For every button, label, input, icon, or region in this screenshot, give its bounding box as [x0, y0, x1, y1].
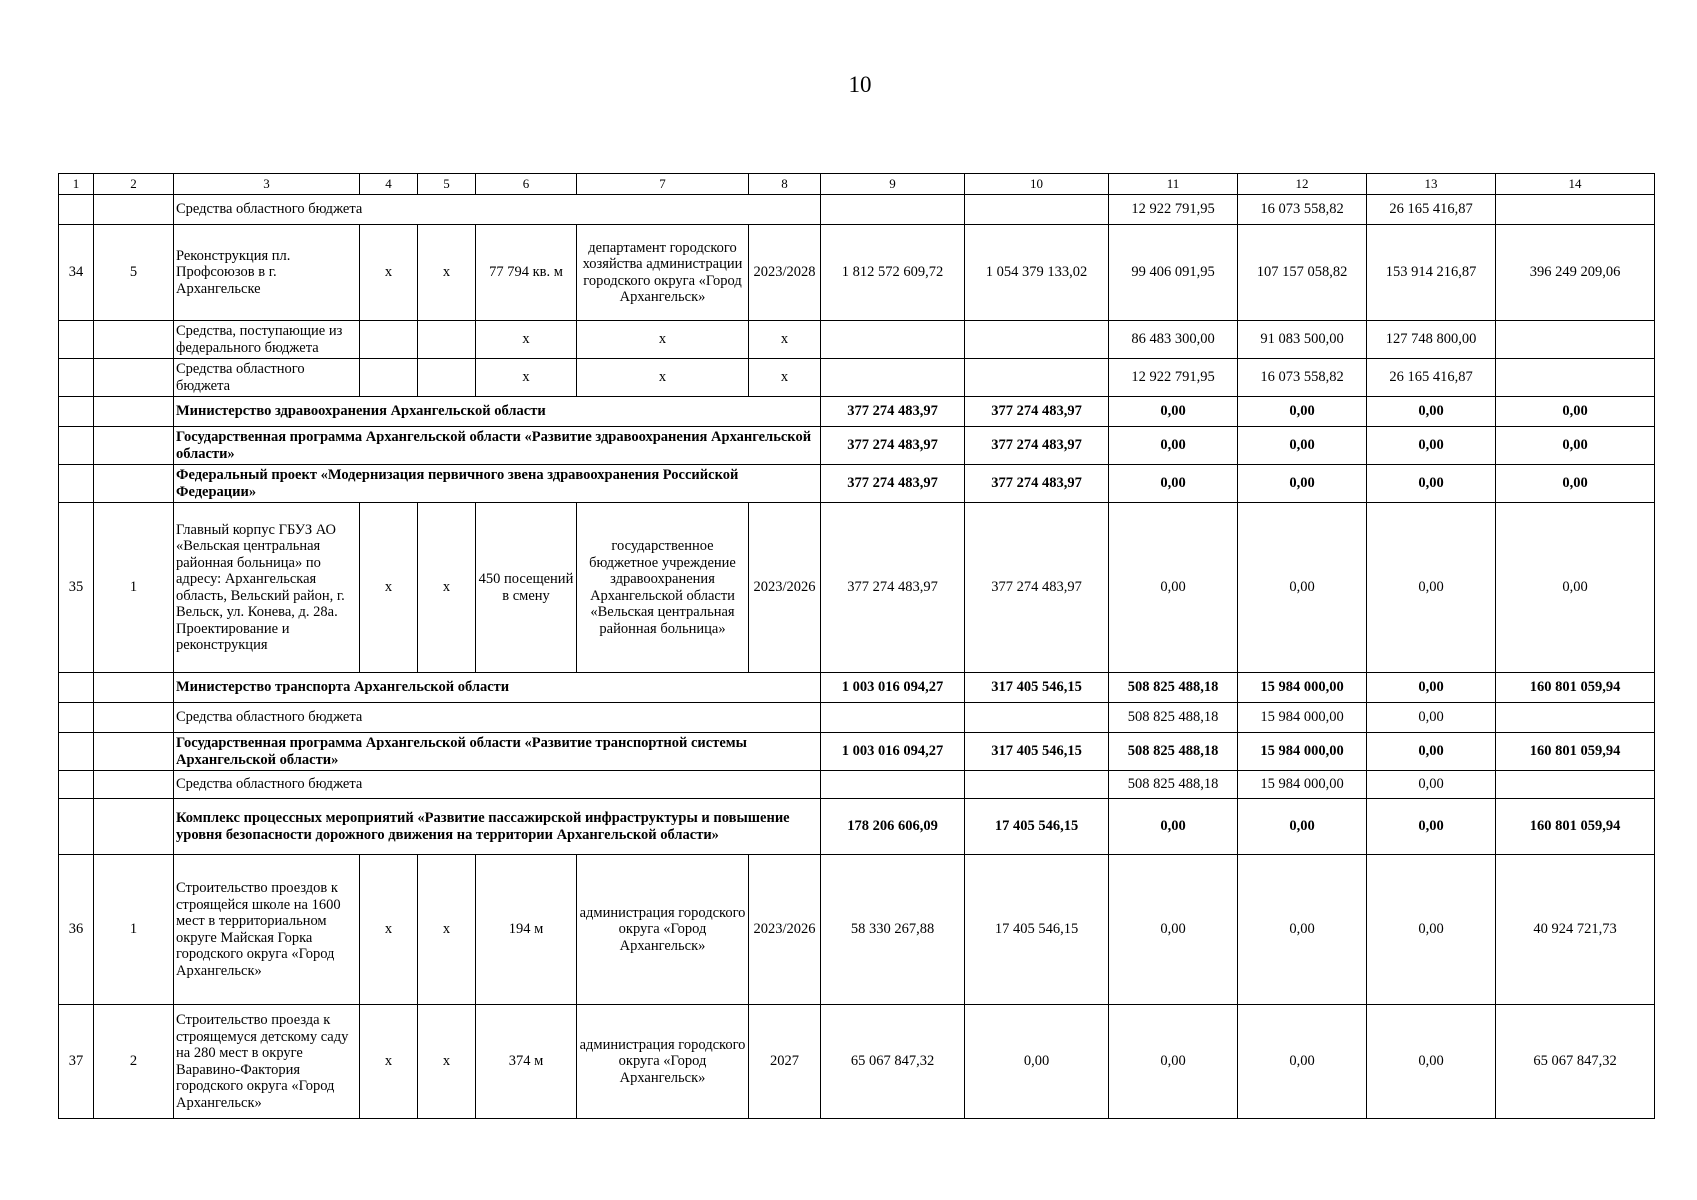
- value-cell: 377 274 483,97: [821, 427, 965, 465]
- funding-source-label: Средства областного бюджета: [174, 195, 821, 225]
- value-cell: 0,00: [1367, 503, 1496, 673]
- value-cell: 0,00: [1238, 1005, 1367, 1119]
- value-cell: 15 984 000,00: [1238, 673, 1367, 703]
- table-row: [59, 1005, 1655, 1119]
- value-cell: 0,00: [1109, 855, 1238, 1005]
- section-title: Федеральный проект «Модернизация первичного звена здравоохранения Российской Федерации»: [174, 465, 821, 503]
- value-cell: 317 405 546,15: [965, 673, 1109, 703]
- value-cell: 0,00: [1367, 673, 1496, 703]
- value-cell: 0,00: [1367, 703, 1496, 733]
- value-cell: х: [360, 855, 418, 1005]
- value-cell: 26 165 416,87: [1367, 195, 1496, 225]
- value-cell: 0,00: [1238, 855, 1367, 1005]
- value-cell: 1 003 016 094,27: [821, 733, 965, 771]
- value-cell: 160 801 059,94: [1496, 733, 1655, 771]
- value-cell: 1 812 572 609,72: [821, 225, 965, 321]
- row-number: 34: [59, 225, 94, 321]
- value-cell: 377 274 483,97: [965, 503, 1109, 673]
- col-num: 9: [821, 174, 965, 195]
- value-cell: 508 825 488,18: [1109, 673, 1238, 703]
- col-num: 7: [577, 174, 749, 195]
- value-cell: 0,00: [1496, 503, 1655, 673]
- value-cell: х: [476, 321, 577, 359]
- col-num: 1: [59, 174, 94, 195]
- value-cell: 15 984 000,00: [1238, 733, 1367, 771]
- value-cell: х: [360, 503, 418, 673]
- value-cell: х: [577, 321, 749, 359]
- section-title: Государственная программа Архангельской области «Развитие здравоохранения Архангельской области»: [174, 427, 821, 465]
- capacity: 77 794 кв. м: [476, 225, 577, 321]
- value-cell: х: [360, 1005, 418, 1119]
- value-cell: 0,00: [1109, 427, 1238, 465]
- value-cell: 0,00: [1238, 427, 1367, 465]
- table-row: [59, 195, 1655, 225]
- table-row: [59, 225, 1655, 321]
- value-cell: 40 924 721,73: [1496, 855, 1655, 1005]
- responsible-org: администрация городского округа «Город Архангельск»: [577, 855, 749, 1005]
- section-row: [59, 427, 1655, 465]
- value-cell: 377 274 483,97: [821, 503, 965, 673]
- value-cell: 0,00: [1367, 427, 1496, 465]
- value-cell: 0,00: [1367, 771, 1496, 799]
- row-number: 36: [59, 855, 94, 1005]
- value-cell: 1 003 016 094,27: [821, 673, 965, 703]
- value-cell: 0,00: [1367, 397, 1496, 427]
- value-cell: 0,00: [1367, 733, 1496, 771]
- section-row: [59, 397, 1655, 427]
- table-row: [59, 703, 1655, 733]
- value-cell: 153 914 216,87: [1367, 225, 1496, 321]
- table-row: [59, 359, 1655, 397]
- capacity: 374 м: [476, 1005, 577, 1119]
- value-cell: 0,00: [1238, 799, 1367, 855]
- value-cell: х: [749, 321, 821, 359]
- value-cell: 178 206 606,09: [821, 799, 965, 855]
- col-num: 13: [1367, 174, 1496, 195]
- item-number: 1: [94, 855, 174, 1005]
- value-cell: 12 922 791,95: [1109, 359, 1238, 397]
- column-number-row: [59, 174, 1655, 195]
- col-num: 6: [476, 174, 577, 195]
- value-cell: 377 274 483,97: [965, 397, 1109, 427]
- table-row: [59, 771, 1655, 799]
- col-num: 12: [1238, 174, 1367, 195]
- section-row: [59, 733, 1655, 771]
- value-cell: 17 405 546,15: [965, 799, 1109, 855]
- value-cell: 1 054 379 133,02: [965, 225, 1109, 321]
- value-cell: 91 083 500,00: [1238, 321, 1367, 359]
- row-number: 35: [59, 503, 94, 673]
- col-num: 8: [749, 174, 821, 195]
- value-cell: 160 801 059,94: [1496, 673, 1655, 703]
- value-cell: 0,00: [1238, 503, 1367, 673]
- col-num: 10: [965, 174, 1109, 195]
- col-num: 3: [174, 174, 360, 195]
- value-cell: 65 067 847,32: [821, 1005, 965, 1119]
- value-cell: 65 067 847,32: [1496, 1005, 1655, 1119]
- col-num: 5: [418, 174, 476, 195]
- section-title: Министерство здравоохранения Архангельской области: [174, 397, 821, 427]
- value-cell: 0,00: [1496, 465, 1655, 503]
- value-cell: 17 405 546,15: [965, 855, 1109, 1005]
- value-cell: 86 483 300,00: [1109, 321, 1238, 359]
- years: 2023/2028: [749, 225, 821, 321]
- object-name: Строительство проезда к строящемуся детскому саду на 280 мест в округе Варавино-Фактория городского округа «Город Архангельск»: [174, 1005, 360, 1119]
- funding-source-label: Средства областного бюджета: [174, 771, 821, 799]
- funding-source-label: Средства, поступающие из федерального бюджета: [174, 321, 360, 359]
- object-name: Главный корпус ГБУЗ АО «Вельская центральная районная больница» по адресу: Архангельская область, Вельский район, г. Вельск, ул. Конева, д. 28а. Проектирование и реконструкция: [174, 503, 360, 673]
- value-cell: 0,00: [1109, 397, 1238, 427]
- value-cell: 0,00: [1496, 397, 1655, 427]
- value-cell: 0,00: [965, 1005, 1109, 1119]
- value-cell: 107 157 058,82: [1238, 225, 1367, 321]
- item-number: 5: [94, 225, 174, 321]
- value-cell: 0,00: [1496, 427, 1655, 465]
- item-number: 1: [94, 503, 174, 673]
- value-cell: 15 984 000,00: [1238, 771, 1367, 799]
- col-num: 2: [94, 174, 174, 195]
- table-row: [59, 855, 1655, 1005]
- section-title: Государственная программа Архангельской области «Развитие транспортной системы Архангельской области»: [174, 733, 821, 771]
- value-cell: 0,00: [1367, 1005, 1496, 1119]
- value-cell: 317 405 546,15: [965, 733, 1109, 771]
- value-cell: 16 073 558,82: [1238, 359, 1367, 397]
- value-cell: 160 801 059,94: [1496, 799, 1655, 855]
- col-num: 14: [1496, 174, 1655, 195]
- section-row: [59, 799, 1655, 855]
- col-num: 11: [1109, 174, 1238, 195]
- capacity: 194 м: [476, 855, 577, 1005]
- years: 2023/2026: [749, 503, 821, 673]
- object-name: Реконструкция пл. Профсоюзов в г. Архангельске: [174, 225, 360, 321]
- value-cell: 16 073 558,82: [1238, 195, 1367, 225]
- value-cell: 12 922 791,95: [1109, 195, 1238, 225]
- section-title: Комплекс процессных мероприятий «Развитие пассажирской инфраструктуры и повышение уровня безопасности дорожного движения на территории Архангельской области»: [174, 799, 821, 855]
- investment-table: [58, 173, 1655, 1119]
- value-cell: х: [418, 503, 476, 673]
- value-cell: 0,00: [1109, 465, 1238, 503]
- value-cell: 377 274 483,97: [821, 465, 965, 503]
- value-cell: 0,00: [1367, 799, 1496, 855]
- value-cell: 15 984 000,00: [1238, 703, 1367, 733]
- value-cell: 99 406 091,95: [1109, 225, 1238, 321]
- value-cell: х: [749, 359, 821, 397]
- col-num: 4: [360, 174, 418, 195]
- row-number: 37: [59, 1005, 94, 1119]
- capacity: 450 посещений в смену: [476, 503, 577, 673]
- value-cell: 508 825 488,18: [1109, 703, 1238, 733]
- section-row: [59, 465, 1655, 503]
- years: 2023/2026: [749, 855, 821, 1005]
- value-cell: 0,00: [1238, 397, 1367, 427]
- page-number: 10: [848, 72, 872, 97]
- value-cell: 58 330 267,88: [821, 855, 965, 1005]
- value-cell: 396 249 209,06: [1496, 225, 1655, 321]
- object-name: Строительство проездов к строящейся школе на 1600 мест в территориальном округе Майская Горка городского округа «Город Архангельск»: [174, 855, 360, 1005]
- section-row: [59, 673, 1655, 703]
- value-cell: 0,00: [1367, 855, 1496, 1005]
- value-cell: 0,00: [1109, 503, 1238, 673]
- value-cell: 0,00: [1109, 1005, 1238, 1119]
- section-title: Министерство транспорта Архангельской области: [174, 673, 821, 703]
- responsible-org: государственное бюджетное учреждение здравоохранения Архангельской области «Вельская центральная районная больница»: [577, 503, 749, 673]
- value-cell: х: [418, 855, 476, 1005]
- value-cell: х: [360, 225, 418, 321]
- value-cell: 26 165 416,87: [1367, 359, 1496, 397]
- responsible-org: департамент городского хозяйства администрации городского округа «Город Архангельск»: [577, 225, 749, 321]
- value-cell: х: [476, 359, 577, 397]
- value-cell: 127 748 800,00: [1367, 321, 1496, 359]
- funding-source-label: Средства областного бюджета: [174, 359, 360, 397]
- value-cell: 0,00: [1109, 799, 1238, 855]
- value-cell: 508 825 488,18: [1109, 733, 1238, 771]
- value-cell: 0,00: [1238, 465, 1367, 503]
- years: 2027: [749, 1005, 821, 1119]
- value-cell: 508 825 488,18: [1109, 771, 1238, 799]
- value-cell: 0,00: [1367, 465, 1496, 503]
- table-row: [59, 321, 1655, 359]
- value-cell: х: [418, 225, 476, 321]
- value-cell: 377 274 483,97: [965, 465, 1109, 503]
- table-row: [59, 503, 1655, 673]
- item-number: 2: [94, 1005, 174, 1119]
- value-cell: х: [418, 1005, 476, 1119]
- responsible-org: администрация городского округа «Город Архангельск»: [577, 1005, 749, 1119]
- value-cell: 377 274 483,97: [965, 427, 1109, 465]
- value-cell: 377 274 483,97: [821, 397, 965, 427]
- funding-source-label: Средства областного бюджета: [174, 703, 821, 733]
- value-cell: х: [577, 359, 749, 397]
